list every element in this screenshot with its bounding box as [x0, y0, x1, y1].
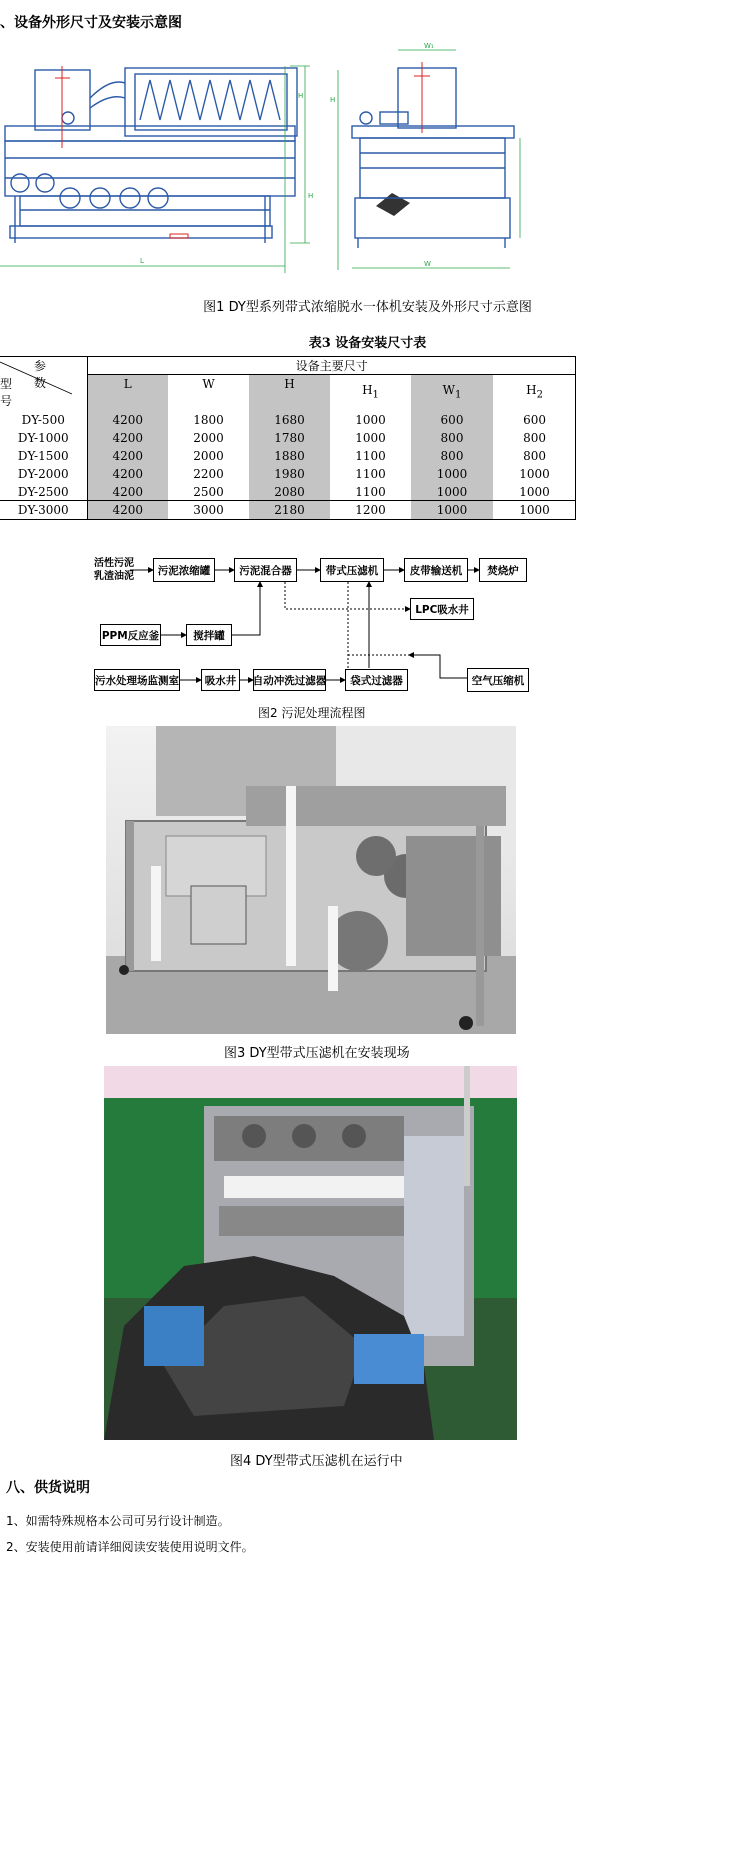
- table-row: [0, 429, 576, 447]
- value-cell: 4200: [87, 411, 168, 429]
- table-bottom-rule: [0, 519, 576, 520]
- value-cell: 800: [411, 429, 493, 447]
- fig1-caption: 图1 DY型系列带式浓缩脱水一体机安装及外形尺寸示意图: [203, 300, 532, 315]
- value-cell: 1980: [249, 465, 330, 483]
- table-title: 表3 设备安装尺寸表: [308, 336, 427, 351]
- value-cell: 2200: [193, 467, 224, 481]
- end-view-drawing: [330, 42, 520, 270]
- value-cell: 1880: [249, 447, 330, 465]
- column-header: L: [87, 375, 168, 406]
- fig2-caption: 图2 污泥处理流程图: [258, 706, 366, 720]
- table-top-rule: [0, 356, 576, 357]
- value-cell: 4200: [87, 483, 168, 501]
- value-cell: 1100: [355, 467, 386, 481]
- svg-text:H: H: [308, 192, 314, 200]
- table-last-row-rule: [0, 500, 576, 501]
- table-row: [0, 447, 576, 465]
- value-cell: 2080: [249, 483, 330, 501]
- value-cell: 4200: [87, 447, 168, 465]
- flow-chart: [0, 548, 735, 698]
- value-cell: 1780: [249, 429, 330, 447]
- value-cell: 1100: [355, 449, 386, 463]
- value-cell: 600: [411, 411, 493, 429]
- fig3-caption: 图3 DY型带式压滤机在安装现场: [224, 1046, 410, 1061]
- flow-conveyor: 皮带输送机: [404, 558, 468, 582]
- group-header: 设备主要尺寸: [87, 356, 576, 375]
- svg-text:H: H: [298, 92, 304, 100]
- fig4-photo: [104, 1066, 517, 1440]
- corner-model-label: 型号: [0, 377, 13, 408]
- table-row: [0, 465, 576, 483]
- value-cell: 2500: [193, 485, 224, 499]
- section-heading-installation: 、设备外形尺寸及安装示意图: [0, 15, 182, 31]
- flow-stir-tank: 搅拌罐: [186, 624, 232, 646]
- corner-param-label: 参数: [34, 359, 47, 390]
- supply-note-2: 2、安装使用前请详细阅读安装使用说明文件。: [6, 1540, 254, 1554]
- value-cell: 800: [523, 431, 546, 445]
- value-cell: 600: [523, 413, 546, 427]
- flow-ppm-reactor: PPM反应釜: [100, 624, 161, 646]
- value-cell: 2180: [249, 501, 330, 519]
- flow-air-compressor: 空气压缩机: [467, 668, 529, 692]
- column-header: $W_1$: [411, 375, 493, 406]
- value-cell: 1000: [411, 465, 493, 483]
- model-cell: DY-1500: [0, 447, 87, 465]
- value-cell: 1100: [355, 485, 386, 499]
- side-view-drawing: [0, 66, 313, 273]
- value-cell: 4200: [87, 501, 168, 519]
- flow-suction-well: 吸水井: [201, 669, 240, 691]
- value-cell: 4200: [87, 465, 168, 483]
- column-header: $H_2$: [526, 383, 543, 401]
- value-cell: 1000: [355, 413, 386, 427]
- value-cell: 1000: [519, 467, 550, 481]
- flow-incinerator: 焚烧炉: [479, 558, 527, 582]
- value-cell: 800: [411, 447, 493, 465]
- svg-text:H: H: [330, 96, 336, 104]
- value-cell: 1000: [411, 501, 493, 519]
- flow-auto-filter: 自动冲洗过滤器: [253, 669, 326, 691]
- value-cell: 1000: [355, 431, 386, 445]
- model-cell: DY-1000: [0, 429, 87, 447]
- value-cell: 1000: [519, 503, 550, 517]
- value-cell: 1000: [519, 485, 550, 499]
- flow-input-label: 活性污泥 乳渣油泥: [94, 558, 134, 582]
- fig3-photo: [106, 726, 516, 1034]
- table-right-rule: [575, 356, 576, 520]
- value-cell: 4200: [87, 429, 168, 447]
- model-cell: DY-2000: [0, 465, 87, 483]
- column-header: H: [249, 375, 330, 406]
- flow-lpc-well: LPC吸水井: [410, 598, 474, 620]
- value-cell: 1000: [411, 483, 493, 501]
- model-cell: DY-3000: [0, 501, 87, 519]
- table-row: [0, 501, 576, 519]
- value-cell: 1800: [193, 413, 224, 427]
- column-header: W: [202, 377, 215, 391]
- svg-text:W: W: [424, 260, 431, 268]
- svg-text:W₁: W₁: [424, 42, 434, 50]
- value-cell: 1680: [249, 411, 330, 429]
- column-header: $H_1$: [362, 383, 379, 401]
- model-cell: DY-500: [0, 411, 87, 429]
- flow-belt-press: 带式压滤机: [320, 558, 384, 582]
- spec-table: [0, 356, 576, 519]
- model-cell: DY-2500: [0, 483, 87, 501]
- flow-mixer: 污泥混合器: [234, 558, 297, 582]
- value-cell: 2000: [193, 449, 224, 463]
- flow-monitor-room: 污水处理场监测室: [94, 669, 180, 691]
- flow-thickener: 污泥浓缩罐: [153, 558, 215, 582]
- table-row: [0, 483, 576, 501]
- value-cell: 3000: [193, 503, 224, 517]
- value-cell: 1200: [355, 503, 386, 517]
- value-cell: 800: [523, 449, 546, 463]
- fig4-caption: 图4 DY型带式压滤机在运行中: [230, 1454, 403, 1469]
- dim-L-label: L: [140, 257, 144, 265]
- value-cell: 2000: [193, 431, 224, 445]
- flow-bag-filter: 袋式过滤器: [345, 669, 408, 691]
- supply-note-1: 1、如需特殊规格本公司可另行设计制造。: [6, 1514, 230, 1528]
- table-row: [0, 411, 576, 429]
- section-heading-supply: 八、供货说明: [6, 1480, 90, 1496]
- installation-drawing: [0, 38, 735, 288]
